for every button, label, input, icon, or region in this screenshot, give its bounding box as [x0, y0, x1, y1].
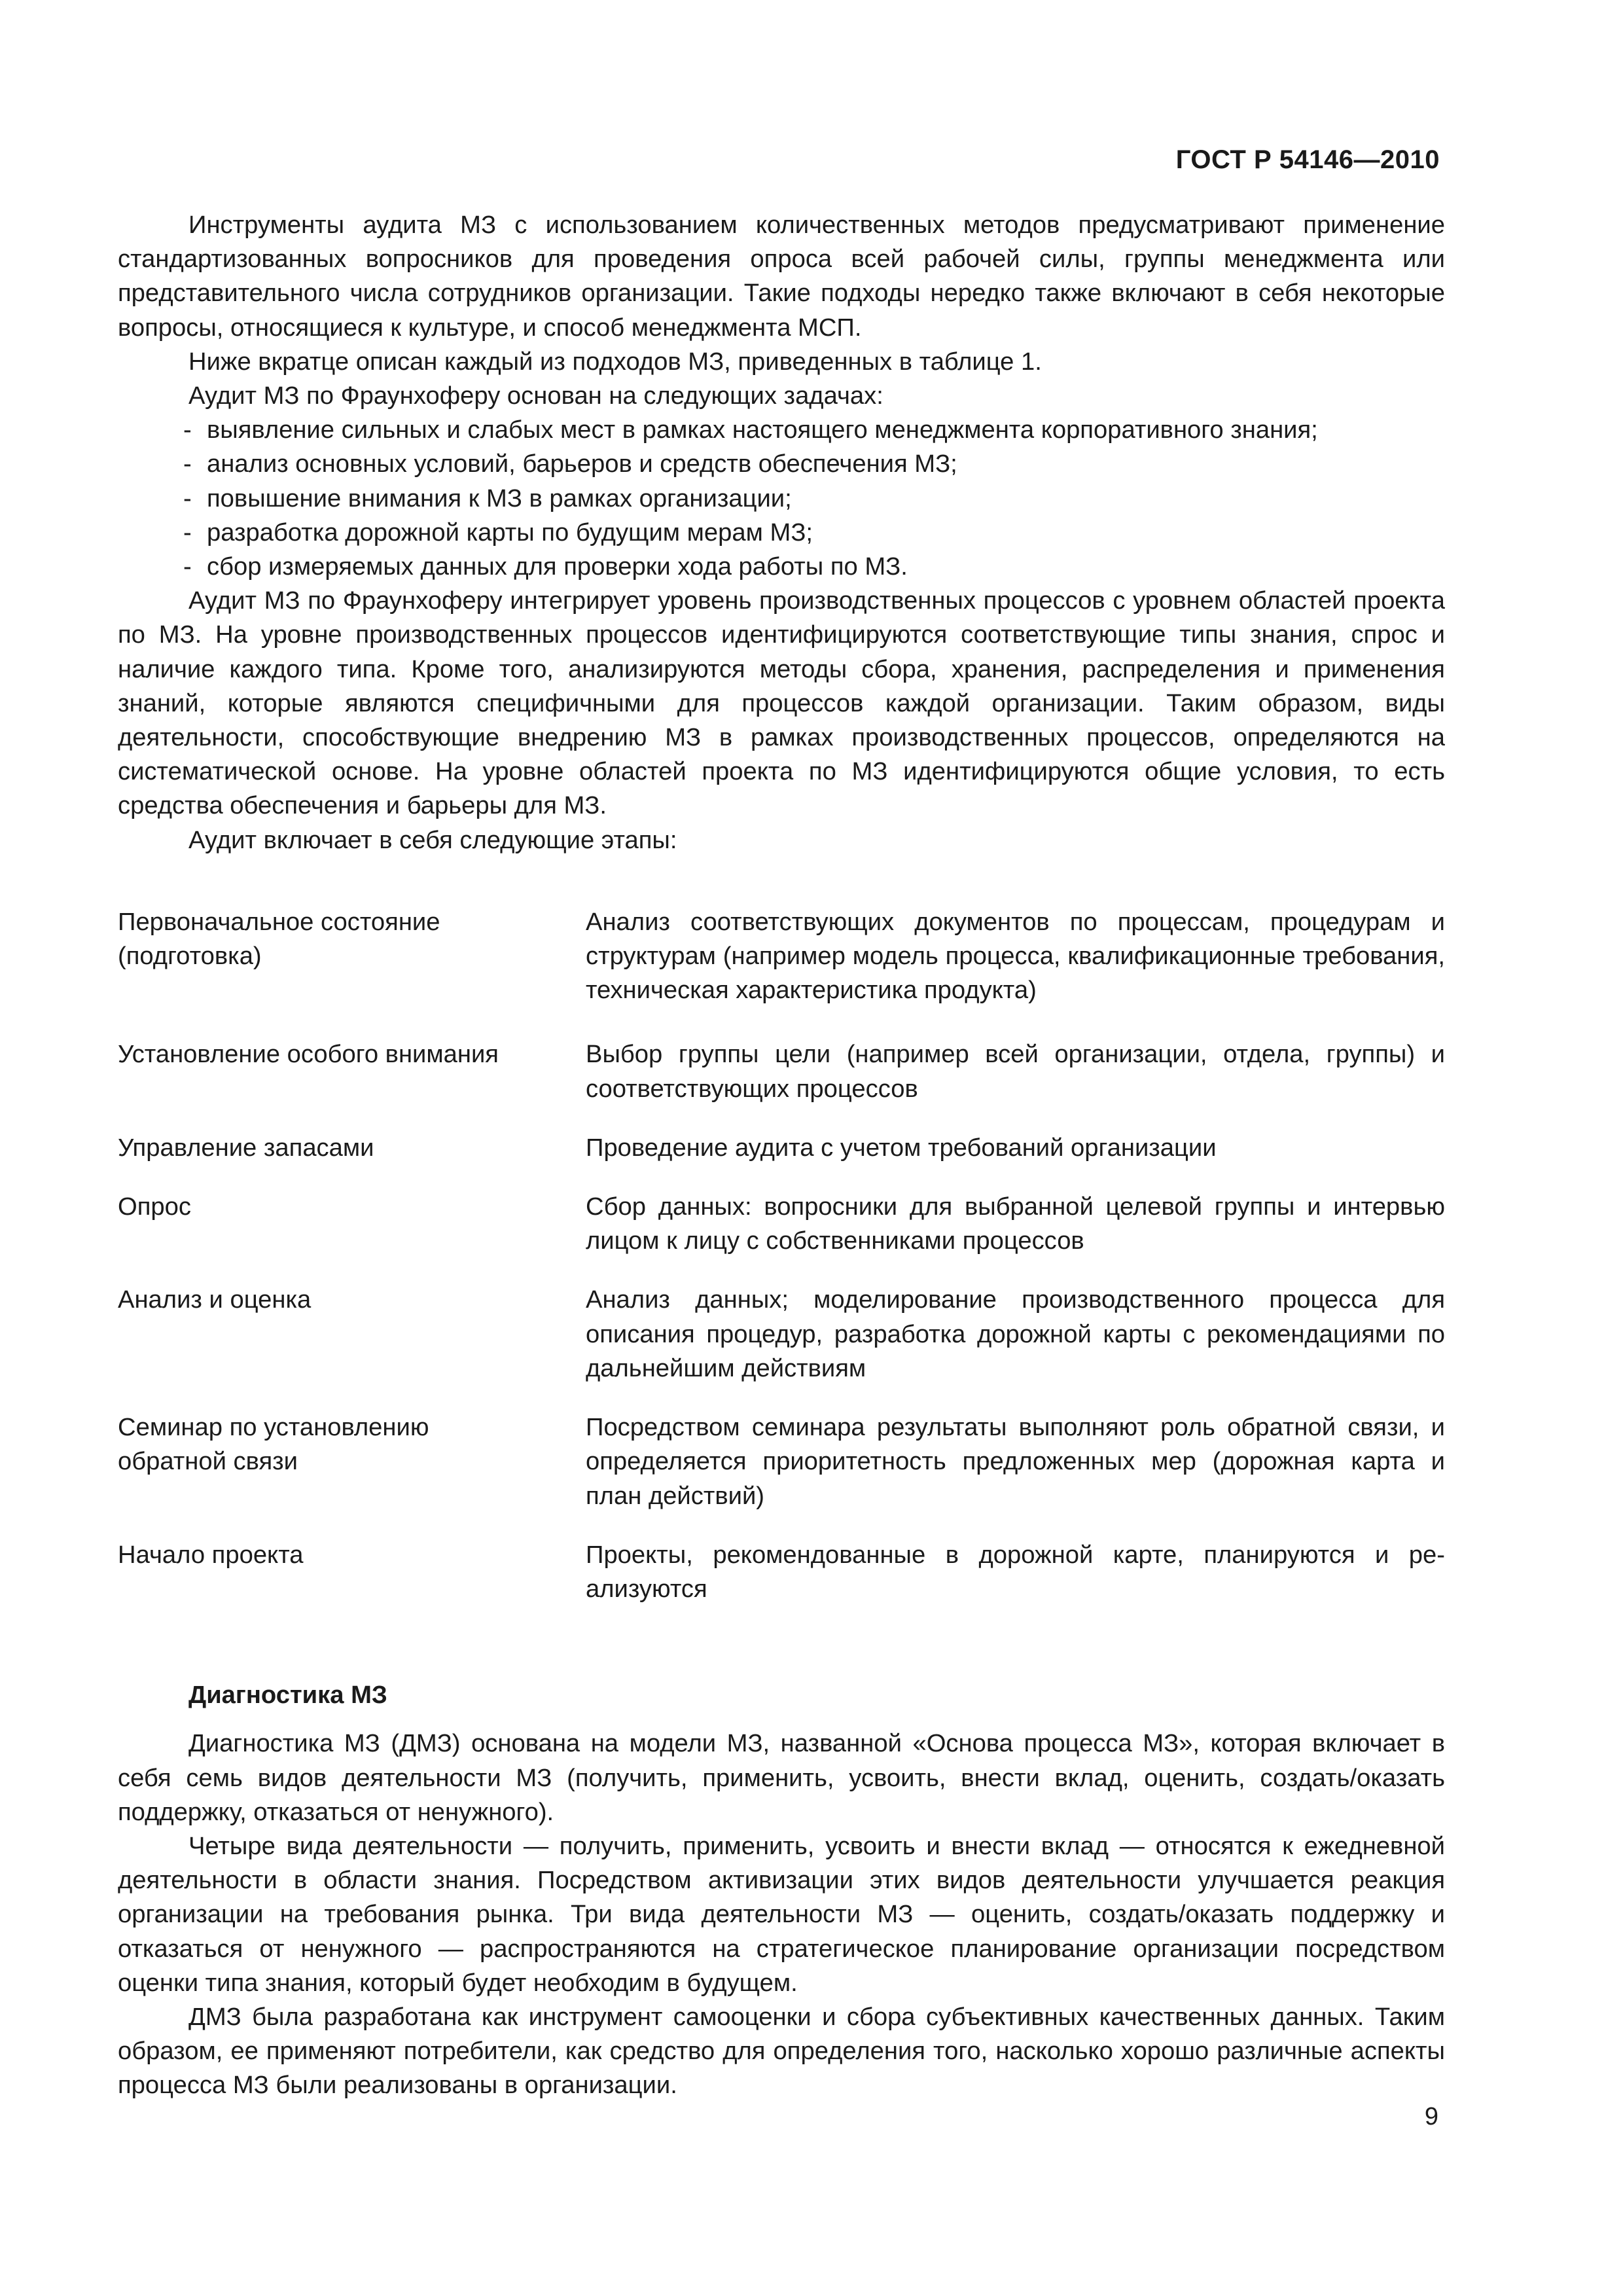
stage-name [118, 1410, 586, 1479]
list-item-text: выявление сильных и слабых мест в рамках настоящего менеджмента корпоративного знания; [207, 416, 1318, 444]
diagnostics-paragraph-1: Диагностика МЗ (ДМЗ) основана на модели МЗ, названной «Основа процесса МЗ», которая включает в себя семь видов деятельности МЗ (получить, применить, усвоить, внести вклад, оценить, создать/оказать поддержку, отказаться от ненужного). [118, 1729, 1445, 1826]
audit-stages [118, 905, 1445, 1606]
stage-row [118, 1037, 1445, 1105]
intro-paragraph-1: Инструменты аудита МЗ с использованием количественных методов предусматривают применение стандартизованных вопросников для проведения опроса всей рабочей силы, группы менеджмента или представительного числа сотрудников организации. Такие подходы нередко также включают в себя некоторые вопросы, относящиеся к культуре, и способ менеджмента МСП. [118, 211, 1445, 342]
tasks-list [118, 413, 1445, 584]
diagnostics-paragraph-3: ДМЗ была разработана как инструмент самооценки и сбора субъективных качественных данных. Таким образом, ее применяют потребители, как средство для определения того, насколько хорошо различные аспекты процесса МЗ были реализованы в организации. [118, 2002, 1445, 2100]
list-item: - анализ основных условий, барьеров и средств обеспечения МЗ; [118, 447, 1445, 481]
intro-paragraph-3: Аудит МЗ по Фраунхоферу основан на следующих задачах: [188, 382, 883, 410]
list-item-text: разработка дорожной карты по будущим мерам МЗ; [207, 518, 813, 547]
intro-paragraph-2: Ниже вкратце описан каждый из подходов МЗ, приведенных в таблице 1. [188, 347, 1042, 376]
stage-name-line: Установление особого внимания [118, 1040, 499, 1069]
stage-description: Анализ данных; моделирование производственного процесса для описания процедур, разработка дорожной карты с рекомендациями по дальнейшим действиям [586, 1285, 1445, 1382]
stage-name [118, 1037, 586, 1071]
stage-name-line: обратной связи [118, 1447, 298, 1476]
stage-description: Выбор группы цели (например всей организации, отдела, группы) и соответствующих процессов [586, 1040, 1445, 1103]
stage-row [118, 1131, 1445, 1165]
stage-row [118, 1538, 1445, 1606]
intro-paragraph-5: Аудит включает в себя следующие этапы: [188, 825, 677, 854]
body-text [118, 208, 1445, 2103]
list-item: - разработка дорожной карты по будущим мерам МЗ; [118, 516, 1445, 550]
stage-name-line: Опрос [118, 1193, 191, 1221]
list-item: - выявление сильных и слабых мест в рамках настоящего менеджмента корпоративного знания; [118, 413, 1445, 447]
stage-name [118, 905, 586, 973]
stage-description: Проекты, рекомендованные в дорожной карте, планируются и реализуются [586, 1540, 1445, 1603]
list-item-text: анализ основных условий, барьеров и средств обеспечения МЗ; [207, 450, 957, 478]
stage-name-line: Первоначальное состояние [118, 907, 440, 936]
stage-name [118, 1538, 586, 1572]
stage-row [118, 905, 1445, 1008]
stage-name-line: (подготовка) [118, 942, 262, 971]
section-title: Диагностика МЗ [188, 1681, 387, 1710]
stage-description: Анализ соответствующих документов по процессам, процедурам и структурам (например модель процесса, квалификационные требования, техническая характеристика продукта) [586, 907, 1445, 1005]
stage-name-line: Управление запасами [118, 1133, 374, 1162]
stage-name-line: Анализ и оценка [118, 1285, 312, 1314]
stage-row [118, 1410, 1445, 1513]
diagnostics-paragraph-2: Четыре вида деятельности — получить, применить, усвоить и внести вклад — относятся к ежедневной деятельности в области знания. Посредством активизации этих видов деятельности улучшается реакция организации на требования рынка. Три вида деятельности МЗ — оценить, создать/оказать поддержку и отказаться от ненужного — распространяются на стратегическое планирование организации посредством оценки типа знания, который будет необходим в будущем. [118, 1831, 1445, 1997]
stage-name-line: Начало проекта [118, 1540, 304, 1569]
stage-name [118, 1283, 586, 1317]
list-item: - сбор измеряемых данных для проверки хода работы по МЗ. [118, 550, 1445, 584]
intro-paragraph-4: Аудит МЗ по Фраунхоферу интегрирует уровень производственных процессов с уровнем областей проекта по МЗ. На уровне производственных процессов идентифицируются соответствующие типы знания, спрос и наличие каждого типа. Кроме того, анализируются методы сбора, хранения, распределения и применения знаний, которые являются специфичными для процессов каждой организации. Таким образом, виды деятельности, способствующие внедрению МЗ в рамках производственных процессов, определяются на систематической основе. На уровне областей проекта по МЗ идентифицируются общие условия, то есть средства обеспечения и барьеры для МЗ. [118, 586, 1445, 820]
stage-name [118, 1190, 586, 1224]
stage-description: Сбор данных: вопросники для выбранной целевой группы и интервью лицом к лицу с собственниками процессов [586, 1193, 1445, 1255]
stage-row [118, 1190, 1445, 1258]
list-item: - повышение внимания к МЗ в рамках организации; [118, 482, 1445, 516]
list-item-text: сбор измеряемых данных для проверки хода работы по МЗ. [207, 552, 908, 581]
stage-name [118, 1131, 586, 1165]
stage-description: Посредством семинара результаты выполняют роль обратной связи, и определяется приоритетность предложенных мер (дорожная карта и план действий) [586, 1413, 1445, 1510]
stage-name-line: Семинар по установлению [118, 1413, 429, 1442]
stage-description: Проведение аудита с учетом требований организации [586, 1133, 1217, 1162]
standard-header: ГОСТ Р 54146—2010 [1175, 145, 1440, 174]
page-number: 9 [1424, 2103, 1438, 2130]
stage-row [118, 1283, 1445, 1386]
list-item-text: повышение внимания к МЗ в рамках организации; [207, 484, 792, 512]
